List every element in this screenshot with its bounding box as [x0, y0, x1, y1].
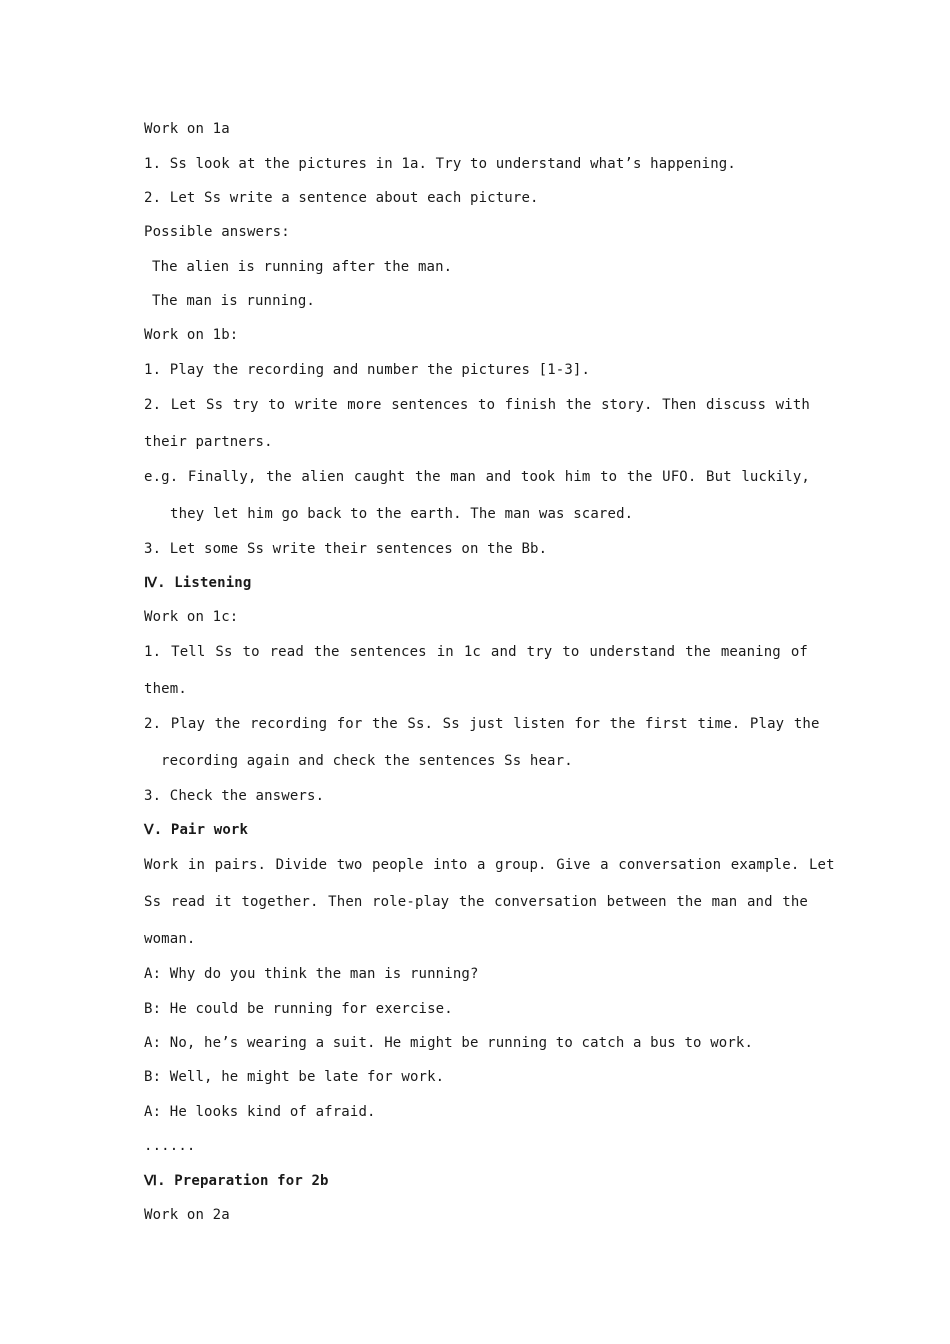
step-line: 1. Tell Ss to read the sentences in 1c and try to understand the meaning of	[144, 644, 808, 660]
step-line: 3. Let some Ss write their sentences on the Bb.	[144, 541, 548, 557]
section-heading-work-on-1a: Work on 1a	[144, 121, 230, 137]
section-title-preparation: Ⅵ. Preparation for 2b	[144, 1173, 329, 1189]
dialogue-line: B: Well, he might be late for work.	[144, 1069, 445, 1085]
answer-line: The man is running.	[152, 293, 315, 309]
answer-line: The alien is running after the man.	[152, 259, 453, 275]
dialogue-line: A: Why do you think the man is running?	[144, 966, 479, 982]
step-line: 2. Let Ss write a sentence about each picture.	[144, 190, 539, 206]
step-line: 2. Let Ss try to write more sentences to finish the story. Then discuss with	[144, 397, 810, 413]
section-heading-work-on-1c: Work on 1c:	[144, 609, 239, 625]
step-line-continued: recording again and check the sentences Ss hear.	[161, 753, 573, 769]
ellipsis-line: ......	[144, 1138, 196, 1154]
paragraph-line: woman.	[144, 931, 196, 947]
section-heading-work-on-1b: Work on 1b:	[144, 327, 239, 343]
step-line: 1. Play the recording and number the pictures [1-3].	[144, 362, 591, 378]
example-line: e.g. Finally, the alien caught the man and took him to the UFO. But luckily,	[144, 469, 810, 485]
example-line-continued: they let him go back to the earth. The man was scared.	[170, 506, 634, 522]
dialogue-line: B: He could be running for exercise.	[144, 1001, 453, 1017]
step-line-continued: them.	[144, 681, 187, 697]
step-line: 3. Check the answers.	[144, 788, 325, 804]
dialogue-line: A: He looks kind of afraid.	[144, 1104, 376, 1120]
section-title-listening: Ⅳ. Listening	[144, 575, 252, 591]
dialogue-line: A: No, he’s wearing a suit. He might be running to catch a bus to work.	[144, 1035, 754, 1051]
step-line: 1. Ss look at the pictures in 1a. Try to understand what’s happening.	[144, 156, 736, 172]
possible-answers-label: Possible answers:	[144, 224, 290, 240]
paragraph-line: Work in pairs. Divide two people into a group. Give a conversation example. Let	[144, 857, 835, 873]
step-line: 2. Play the recording for the Ss. Ss just listen for the first time. Play the	[144, 716, 820, 732]
step-line-continued: their partners.	[144, 434, 273, 450]
section-heading-work-on-2a: Work on 2a	[144, 1207, 230, 1223]
section-title-pair-work: Ⅴ. Pair work	[144, 822, 249, 838]
paragraph-line: Ss read it together. Then role-play the conversation between the man and the	[144, 894, 808, 910]
